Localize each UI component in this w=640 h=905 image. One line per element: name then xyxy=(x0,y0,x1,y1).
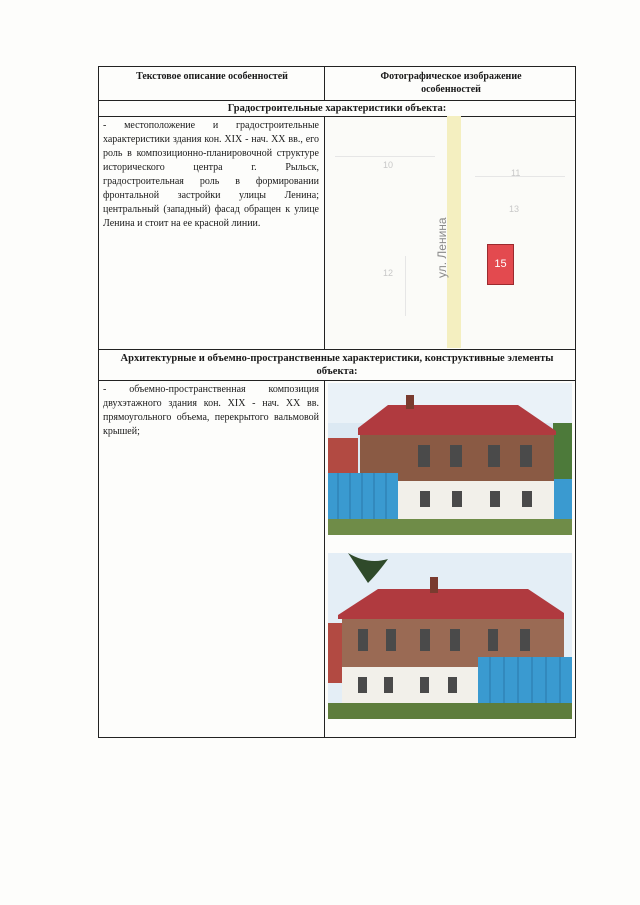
target-building-marker: 15 xyxy=(487,244,514,285)
column-header-photo: Фотографическое изображение особенностей xyxy=(380,71,522,95)
street-label: ул. Ленина xyxy=(435,217,449,279)
table-rule xyxy=(99,100,575,101)
location-map xyxy=(325,116,574,348)
lot-boundary xyxy=(335,156,435,157)
column-header-text: Текстовое описание особенностей xyxy=(136,71,288,82)
lot-number: 12 xyxy=(383,268,394,278)
architecture-description: - объемно-пространственная композиция двухэтажного здания кон. XIX - нач. XX вв. прямоугольного объема, перекрытого вальмовой крышей; xyxy=(103,384,319,437)
lot-number: 13 xyxy=(509,204,520,214)
section-title-urban: Градостроительные характеристики объекта: xyxy=(227,103,447,114)
section-title-architecture: Архитектурные и объемно-пространственные характеристики, конструктивные элементы объекта: xyxy=(120,353,554,377)
table-rule xyxy=(99,349,575,350)
building-photo-front xyxy=(328,383,572,535)
lot-number: 10 xyxy=(383,160,394,170)
table-rule xyxy=(99,380,575,381)
lot-boundary xyxy=(405,256,406,316)
table-rule xyxy=(324,67,325,100)
building-photo-side xyxy=(328,553,572,719)
urban-description: - местоположение и градостроительные характеристики здания кон. XIX - нач. XX вв., его роль в композиционно-планировочной структуре исторического центра г. Рыльск, градостроительная роль в формировании фронтальной застройки улицы Ленина; центральный (западный) фасад обращен к улице Ленина и стоит на ее красной линии. xyxy=(103,120,319,229)
table-rule xyxy=(324,380,325,738)
lot-number: 11 xyxy=(511,168,521,178)
